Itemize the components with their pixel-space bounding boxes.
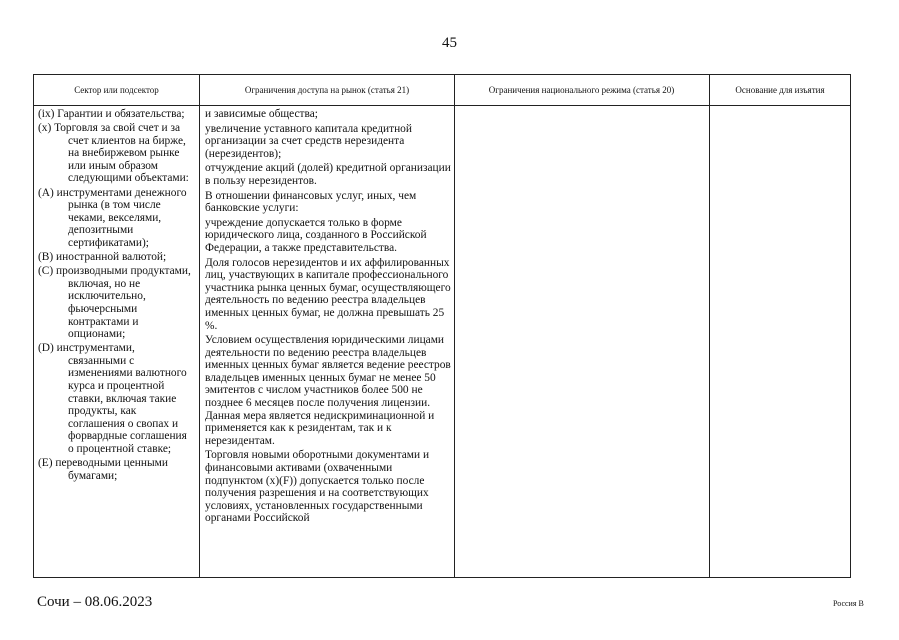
sector-column [38,108,195,484]
footer-place-date: Сочи – 08.06.2023 [37,594,153,610]
column-divider [199,75,200,577]
sector-item: (x) Торговля за свой счет и за счет клиентов на бирже, на внебиржевом рынке или иным образом следующими объектами: [38,122,189,185]
market-access-column [205,108,452,577]
column-divider [709,75,710,577]
limitation-paragraph: В отношении финансовых услуг, иных, чем банковские услуги: [205,189,417,215]
sector-item: (A) инструментами денежного рынка (в том числе чеками, векселями, депозитными сертификатами); [38,186,187,249]
sector-item: (ix) Гарантии и обязательства; [38,108,185,120]
column-divider [454,75,455,577]
footer-country: Россия B [833,599,864,608]
limitation-paragraph: Условием осуществления юридическими лицами деятельности по ведению реестра владельцев именных ценных бумаг является ведение реестров владельцев именных ценных бумаг не менее 50 эмитентов с числом участников более 500 не позднее 6 месяцев после получения лицензии. Данная мера является недискриминационной и применяется как к резидентам, так и к нерезидентам. [205,334,451,447]
limitation-paragraph: Доля голосов нерезидентов и их аффилированных лиц, участвующих в капитале профессионального участника рынка ценных бумаг, осуществляющего деятельность по ведению реестра владельцев именных ценных бумаг, не должна превышать 25 %. [205,256,451,332]
sector-item: (B) иностранной валютой; [38,251,167,264]
limitation-paragraph: увеличение уставного капитала кредитной организации за счет средств нерезидента (нерезидентов); [205,122,412,160]
limitation-paragraph: отчуждение акций (долей) кредитной организации в пользу нерезидентов. [205,162,451,187]
page-number: 45 [442,35,457,51]
limitation-paragraph: учреждение допускается только в форме юридического лица, созданного в Российской Федерации, а также представительства. [205,216,427,254]
limitation-paragraph: Торговля новыми оборотными документами и финансовыми активами (охваченными подпунктом (x)(F)) допускается только после получения разрешения и на соответствующих условиях, установленных государственными органами Российской [205,449,430,525]
sector-item: (C) производными продуктами, включая, но не исключительно, фьючерсными контрактами и опционами; [38,265,191,341]
header-national-treatment: Ограничения национального режима (статья 20) [488,85,675,95]
header-market-access: Ограничения доступа на рынок (статья 21) [244,85,410,95]
header-sector: Сектор или подсектор [74,85,159,95]
sector-item: (D) инструментами, связанными с изменениями валютного курса и процентной ставки, включая такие продукты, как соглашения о свопах и форвардные соглашения о процентной ставке; [38,342,187,455]
limitations-table [33,74,851,578]
limitation-paragraph: и зависимые общества; [205,108,318,120]
sector-item: (E) переводными ценными бумагами; [38,457,168,482]
header-exemption-basis: Основание для изъятия [735,85,825,95]
